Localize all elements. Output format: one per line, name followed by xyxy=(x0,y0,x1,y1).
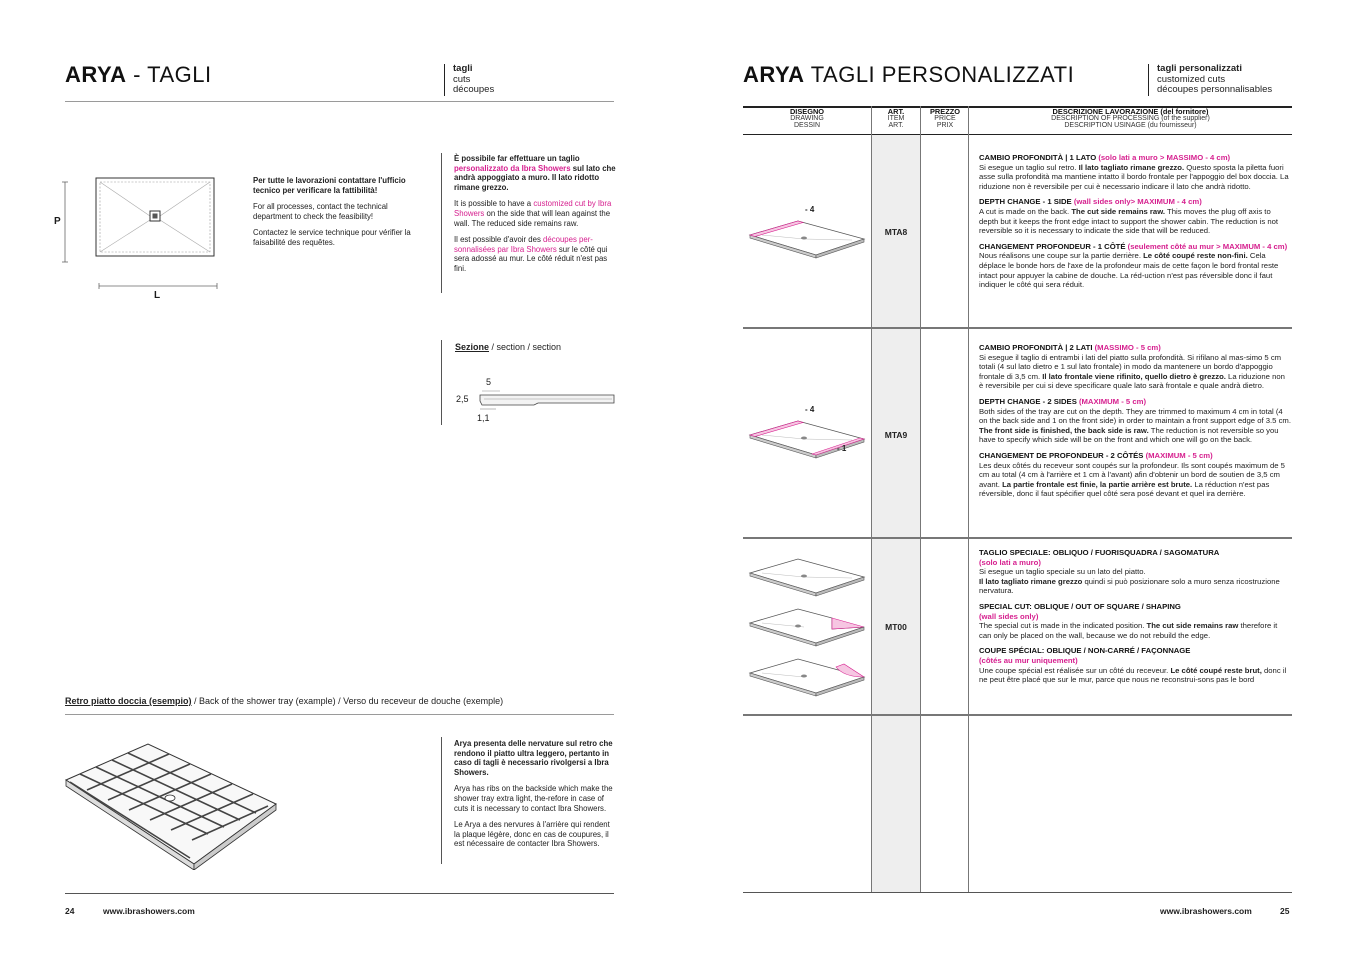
back-tray-label: Retro piatto doccia (esempio) xyxy=(65,696,192,706)
ribs-note-fr: Le Arya a des nervures à l'arrière qui rendent la plaque légère, donc en cas de coupures, il est nécessaire de contacter Ibra Showers. xyxy=(454,820,610,849)
row2-it-text-a: Si esegue il taglio di entrambi i lati del piatto sulla profondità. Si rifilano al mas-simo 5 cm totali (4 sul lato dietro e 1 sul lato frontale) in modo da mantenere un bordo d'appoggio frontale di 3,5 cm. xyxy=(979,352,1282,381)
left-sub-it: tagli xyxy=(453,63,473,74)
header-item-fr: ART. xyxy=(888,122,904,129)
custom-cut-note xyxy=(454,154,616,281)
row2-it-text-c: La riduzione non è reversibile per cui si deve specificare quale lato sarà frontale e quale andrà dietro. xyxy=(979,371,1285,391)
left-title-brand: ARYA xyxy=(65,62,127,87)
row3-shaped-cut-drawing xyxy=(748,655,868,701)
left-footer-rule xyxy=(65,893,614,894)
row1-fr-limit: (seulement côté au mur > MAXIMUM - 4 cm) xyxy=(1127,241,1288,251)
row3-desc-en xyxy=(979,602,1291,640)
row1-en-limit: (wall sides only> MAXIMUM - 4 cm) xyxy=(1073,197,1202,207)
header-desc-it: DESCRIZIONE LAVORAZIONE (del fornitore) xyxy=(1052,107,1209,116)
row1-dim-label: - 4 xyxy=(805,205,815,214)
row-divider-3 xyxy=(743,714,1292,716)
left-header-rule xyxy=(65,101,614,102)
cut-it-part3: sul lato che andrà appoggiato a muro. Il lato ridotto rimane grezzo. xyxy=(454,163,616,192)
row1-fr-text-b: Le côté coupé reste non-fini. xyxy=(1143,251,1248,261)
row2-en-text-a: Both sides of the tray are cut on the depth. They are trimmed to maximum 4 cm in total (4 on the back side and 1 on the front side) in order to maintain a front support edge of 3.5 cm. xyxy=(979,406,1291,426)
section-label-rest: / section / section xyxy=(489,342,562,352)
ribs-note-it: Arya presenta delle nervature sul retro che rendono il piatto ultra leggero, pertanto in caso di tagli è necessario rivolgersi a Ibra Showers. xyxy=(454,739,613,777)
ribs-note-rule xyxy=(441,737,442,864)
row3-en-text-b: The cut side remains raw xyxy=(1146,621,1239,631)
item-column-shade xyxy=(872,135,920,892)
row1-fr-text-a: Nous réalisons une coupe sur la partie derrière. xyxy=(979,251,1144,261)
row1-fr-text-c: Cela déplace le bonde hors de l'axe de la profondeur mais de cette façon le bord frontal reste intact pour appuyer la cabine de douche. La réd-uction n'est pas réversible donc il faut indiquer le côté qui sera réduit. xyxy=(979,251,1279,290)
header-desc-fr: DESCRIPTION USINAGE (du fournisseur) xyxy=(1064,122,1197,129)
row2-en-title: DEPTH CHANGE - 2 SIDES xyxy=(979,396,1079,406)
row2-fr-text-c: La réduction n'est pas réversible, donc il faut spécifier quel côté sera posé devant et quel ira derrière. xyxy=(979,479,1270,499)
right-sub-fr: découpes personnalisables xyxy=(1157,84,1273,95)
cut-fr-part1: Il est possible d'avoir des xyxy=(454,235,544,245)
row2-desc-fr xyxy=(979,451,1291,499)
right-title-brand: ARYA xyxy=(743,62,805,87)
row3-en-limit: (wall sides only) xyxy=(979,611,1039,621)
tray-plan-drawing xyxy=(50,170,230,305)
row2-description xyxy=(979,343,1291,505)
dimension-l-label: L xyxy=(154,290,161,301)
row3-it-text-c: quindi si può posizionare solo a muro senza ricostruzione nervatura. xyxy=(979,576,1280,596)
ribs-note-en: Arya has ribs on the backside which make the shower tray extra light, the-refore in case of cuts it is necessary to contact Ibra Showers. xyxy=(454,784,613,813)
left-page-number: 24 xyxy=(65,906,75,916)
row1-fr-title: CHANGEMENT PROFONDEUR - 1 CÔTÉ xyxy=(979,241,1128,251)
row3-fr-text-c: donc il ne peut être placé que sur le mur, parce que nous ne reconstrui-sons pas le bord xyxy=(979,665,1287,685)
section-rule xyxy=(441,340,442,425)
cut-fr-part3: sur le côté qui sera adossé au mur. Le côté réduit n'est pas fini. xyxy=(454,244,608,273)
row1-desc-it xyxy=(979,153,1291,191)
header-price-fr: PRIX xyxy=(936,122,954,129)
row1-desc-fr xyxy=(979,242,1291,290)
row2-en-text-b: The front side is finished, the back side is raw. xyxy=(979,425,1149,435)
contact-note-en: For all processes, contact the technical department to check the feasibility! xyxy=(253,202,388,221)
row-divider-2 xyxy=(743,537,1292,539)
contact-note-fr: Contactez le service technique pour vérifier la faisabilité des requêtes. xyxy=(253,228,411,247)
row1-en-title: DEPTH CHANGE - 1 SIDE xyxy=(979,197,1074,207)
section-dim-top: 5 xyxy=(486,377,492,387)
header-drawing-fr: DESSIN xyxy=(793,122,821,129)
left-page-subtitle xyxy=(444,64,494,96)
row1-item-code: MTA8 xyxy=(884,227,908,237)
back-tray-rule xyxy=(65,714,614,715)
col-divider-3 xyxy=(968,106,969,892)
row1-en-text-b: The cut side remains raw. xyxy=(1071,206,1166,216)
row2-dim-back-label: - 4 xyxy=(805,405,815,414)
row3-oblique-cut-drawing xyxy=(748,555,868,601)
cut-note-rule xyxy=(441,153,442,293)
row2-it-text-b: Il lato frontale viene rifinito, quello dietro è grezzo. xyxy=(1042,371,1226,381)
row2-item-code: MTA9 xyxy=(884,430,908,440)
row3-it-limit: (solo lati a muro) xyxy=(979,557,1041,567)
row1-tray-cut-drawing xyxy=(748,215,868,265)
row3-desc-fr xyxy=(979,646,1291,684)
table-bottom-rule xyxy=(743,892,1292,893)
header-item-en: ITEM xyxy=(887,115,905,122)
row1-it-text-c: Questo sposta la piletta fuori asse sulla profondità ma mantiene intatto il bordo frontale per l'appoggio del box doccia. La riduzione non è reversibile per cui è necessario indicare il lato che andrà ridotto. xyxy=(979,162,1289,191)
right-title-rest: TAGLI PERSONALIZZATI xyxy=(804,62,1075,87)
section-heading xyxy=(455,342,561,352)
contact-note-it: Per tutte le lavorazioni contattare l'ufficio tecnico per verificare la fattibilità! xyxy=(253,176,406,195)
row2-fr-text-a: Les deux côtés du receveur sont coupés sur la profondeur. Ils sont coupés maximum de 5 cm au total (4 cm à l'arrière et 1 cm à l'avant) afin d'obtenir un bord de soutien de 3,5 cm avant. xyxy=(979,460,1285,489)
left-sub-fr: découpes xyxy=(453,84,495,95)
row2-fr-limit: (MAXIMUM - 5 cm) xyxy=(1145,450,1213,460)
header-item-it: ART. xyxy=(887,107,905,116)
right-sub-en: customized cuts xyxy=(1157,73,1226,85)
cut-en-part1: It is possible to have a xyxy=(454,199,534,209)
left-title-rest: - TAGLI xyxy=(126,62,212,87)
right-website-link[interactable]: www.ibrashowers.com xyxy=(1160,906,1252,916)
row3-item-code: MT00 xyxy=(885,622,907,632)
row2-en-limit: (MAXIMUM - 5 cm) xyxy=(1078,396,1147,406)
row1-en-text-c: This moves the plug off axis to depth but it keeps the front edge intact to support the shower cabin. The reduction is not reversible so it is necessary to indicate the side that will be reduced. xyxy=(979,206,1279,236)
cut-it-part1: È possibile far effettuare un taglio xyxy=(454,154,580,163)
row1-description xyxy=(979,153,1291,296)
left-website-link[interactable]: www.ibrashowers.com xyxy=(103,906,195,916)
row1-it-limit: (solo lati a muro > MASSIMO - 4 cm) xyxy=(1098,153,1231,162)
row2-dim-front-label: - 1 xyxy=(837,444,847,453)
row3-fr-title: COUPE SPÉCIAL: OBLIQUE / NON-CARRÉ / FAÇONNAGE xyxy=(979,646,1191,656)
header-price-it: PREZZO xyxy=(930,107,960,116)
row3-en-text-c: therefore it can only be placed on the wall, because we do not rebuild the edge. xyxy=(979,621,1278,640)
left-sub-en: cuts xyxy=(453,73,471,85)
row1-it-text-a: Si esegue un taglio sul retro. xyxy=(979,162,1079,172)
header-description xyxy=(969,108,1292,129)
row-divider-1 xyxy=(743,327,1292,329)
row3-description xyxy=(979,548,1291,691)
row3-fr-text-a: Une coupe spécial est réalisée sur un côté du receveur. xyxy=(979,665,1171,675)
row3-en-text-a: The special cut is made in the indicated position. xyxy=(979,621,1147,631)
row2-desc-en xyxy=(979,397,1291,445)
left-page-title xyxy=(65,62,212,88)
row3-en-title: SPECIAL CUT: OBLIQUE / OUT OF SQUARE / SHAPING xyxy=(979,601,1181,611)
cut-it-highlight: personalizzato da Ibra Showers xyxy=(454,163,571,173)
right-sub-it: tagli personalizzati xyxy=(1157,63,1242,74)
custom-cut-it xyxy=(454,154,616,192)
col-divider-2 xyxy=(920,106,921,892)
row2-desc-it xyxy=(979,343,1291,391)
row2-tray-cut-drawing xyxy=(748,415,868,465)
cut-en-highlight: customized cut by Ibra Showers xyxy=(454,199,612,218)
custom-cut-en xyxy=(454,199,616,228)
row3-notch-cut-drawing xyxy=(748,605,868,651)
dimension-p-label: P xyxy=(54,216,61,227)
row3-it-text-b: Il lato tagliato rimane grezzo xyxy=(979,576,1083,586)
row2-fr-text-b: La partie frontale est finie, la partie arrière est brute. xyxy=(1002,479,1193,489)
row3-fr-limit: (côtés au mur uniquement) xyxy=(979,655,1078,665)
row2-it-limit: (MASSIMO - 5 cm) xyxy=(1094,343,1161,352)
ribs-note xyxy=(454,739,616,856)
tray-back-ribs-drawing xyxy=(62,740,282,870)
row1-it-text-b: Il lato tagliato rimane grezzo. xyxy=(1078,162,1185,172)
contact-note xyxy=(253,176,429,255)
section-dim-left: 2,5 xyxy=(456,394,469,404)
header-drawing-it: DISEGNO xyxy=(789,107,825,116)
back-tray-label-rest: / Back of the shower tray (example) / Verso du receveur de douche (exemple) xyxy=(191,696,504,706)
custom-cut-fr xyxy=(454,235,616,273)
section-label: Sezione xyxy=(455,342,490,352)
row1-it-title: CAMBIO PROFONDITÀ | 1 LATO xyxy=(979,153,1099,162)
right-page-title xyxy=(743,62,1074,88)
header-desc-en: DESCRIPTION OF PROCESSING (of the supplier) xyxy=(1051,115,1210,122)
header-drawing-en: DRAWING xyxy=(790,115,824,122)
cut-fr-highlight: découpes per-sonnalisées par Ibra Showers xyxy=(454,235,593,254)
row1-desc-en xyxy=(979,197,1291,235)
cut-en-part3: on the side that will lean against the wall. The reduced side remains raw. xyxy=(454,208,611,228)
section-profile-drawing xyxy=(476,385,616,415)
table-header-rule xyxy=(743,134,1292,135)
back-tray-heading xyxy=(65,696,503,706)
right-page-subtitle xyxy=(1148,64,1272,96)
section-dim-bottom: 1,1 xyxy=(477,413,490,423)
header-price xyxy=(921,108,969,129)
row3-fr-text-b: Le côté coupé reste brut, xyxy=(1170,665,1262,675)
row3-desc-it xyxy=(979,548,1291,596)
row2-it-title: CAMBIO PROFONDITÀ | 2 LATI xyxy=(979,343,1095,352)
row2-en-text-c: The reduction is not reversible so you have to specify which side will be on the front and which one will go on the back. xyxy=(979,425,1279,445)
row3-it-title: TAGLIO SPECIALE: OBLIQUO / FUORISQUADRA / SAGOMATURA xyxy=(979,548,1220,557)
row1-en-text-a: A cut is made on the back. xyxy=(979,206,1072,216)
row2-fr-title: CHANGEMENT DE PROFONDEUR - 2 CÔTÉS xyxy=(979,450,1146,460)
header-item xyxy=(872,108,920,129)
header-drawing xyxy=(743,108,871,129)
right-page-number: 25 xyxy=(1280,906,1290,916)
header-price-en: PRICE xyxy=(934,115,956,122)
col-divider-1 xyxy=(871,106,872,892)
row3-it-text-a: Si esegue un taglio speciale su un lato del piatto. xyxy=(979,567,1146,577)
